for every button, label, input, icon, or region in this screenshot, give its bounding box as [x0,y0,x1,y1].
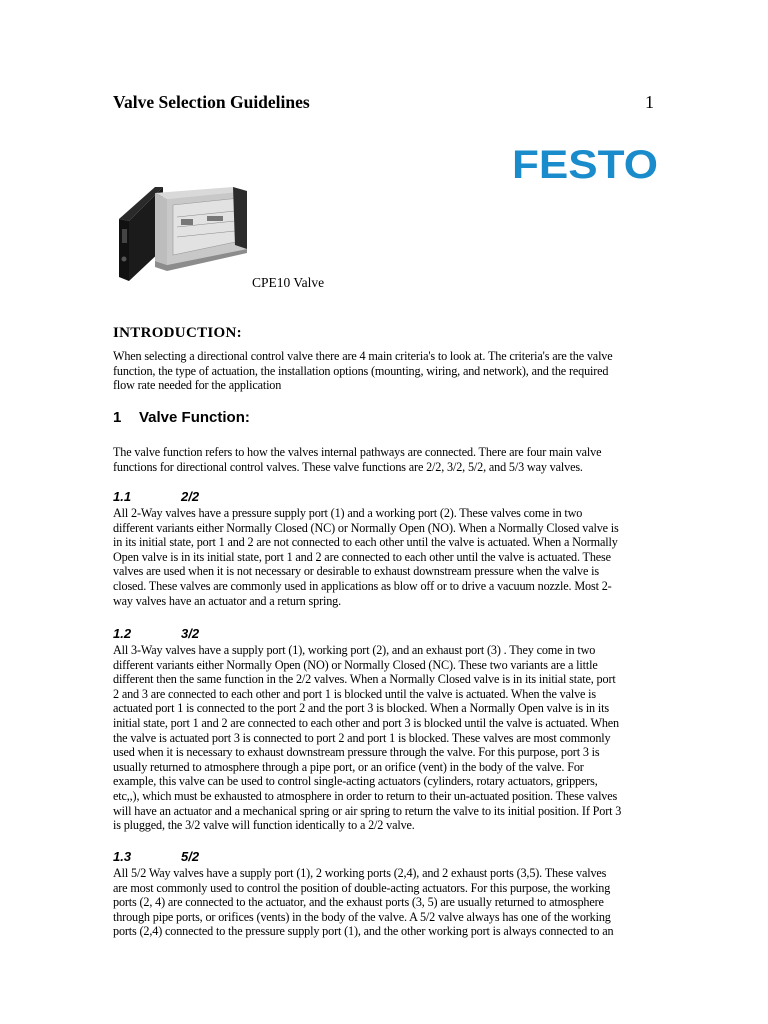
paragraph-line: way valves have an actuator and a return spring. [113,593,341,608]
subsection-heading-2-2 [113,489,199,504]
paragraph-line: used when it is necessary to exhaust downstream pressure through the valve. For this purpose, port 3 is [113,745,600,760]
page-number: 1 [645,92,654,112]
subsection-heading-5-2 [113,849,199,864]
section-title: Valve Function: [139,409,250,426]
subsection-5-2-paragraph [113,866,613,939]
section-heading-valve-function [113,409,250,426]
valve-function-paragraph [113,445,601,474]
paragraph-line: actuated port 1 is connected to the port 2 and the port 3 is blocked. When a Normally Open valve is in its [113,701,609,716]
document-title: Valve Selection Guidelines [113,92,310,112]
introduction-heading: INTRODUCTION: [113,325,242,341]
subsection-title: 3/2 [181,626,200,641]
paragraph-line: the valve is actuated port 3 is connected to port 2 and port 1 is blocked. These valves are most commonly [113,730,611,745]
subsection-heading-3-2 [113,626,199,641]
paragraph-line: valves are used when it is not necessary or desirable to exhaust downstream pressure when the valve is [113,564,599,579]
paragraph-line: flow rate needed for the application [113,378,282,393]
paragraph-line: in its initial state, port 1 and 2 are not connected to each other until the valve is actuated. When a Normally [113,535,618,550]
subsection-number: 1.3 [113,849,132,864]
section-number: 1 [113,409,122,426]
paragraph-line: example, this valve can be used to control single-acting actuators (cylinders, rotary actuators, grippers, [113,774,598,789]
paragraph-line: initial state, port 1 and 2 are connected to each other and port 3 is blocked until the valve is actuated. When [113,715,619,730]
paragraph-line: usually returned to atmosphere through a pipe port, or an orifice (vent) in the body of the valve. For [113,759,584,774]
paragraph-line: All 2-Way valves have a pressure supply port (1) and a working port (2). These valves come in two [113,506,583,520]
paragraph-line: Open valve is in its initial state, port 1 and 2 are connected to each other until the valve is actuated. These [113,549,611,564]
subsection-3-2-paragraph [113,643,621,833]
subsection-title: 2/2 [181,489,200,504]
subsection-title: 5/2 [181,849,200,864]
subsection-number: 1.2 [113,626,132,641]
subsection-number: 1.1 [113,489,132,504]
paragraph-line: When selecting a directional control valve there are 4 main criteria's to look at. The criteria's are the valve [113,349,613,363]
paragraph-line: ports (2, 4) are connected to the actuator, and the exhaust ports (3, 5) are usually returned to atmosphere [113,895,604,910]
paragraph-line: will have an actuator and a mechanical spring or air spring to return the valve to its initial position. If Port 3 [113,803,622,818]
paragraph-line: different variants either Normally Open (NO) or Normally Closed (NC). These two variants are a little [113,657,598,672]
festo-logo-text: FESTO [512,145,658,181]
paragraph-line: functions for directional control valves. These valve functions are 2/2, 3/2, 5/2, and 5/3 way valves. [113,459,583,474]
introduction-paragraph [113,349,613,393]
paragraph-line: 2 and 3 are connected to each other and port 1 is blocked until the valve is actuated. When the valve is [113,686,597,701]
festo-logo [512,145,658,181]
paragraph-line: are most commonly used to control the position of double-acting actuators. For this purpose, the working [113,880,611,895]
paragraph-line: All 5/2 Way valves have a supply port (1), 2 working ports (2,4), and 2 exhaust ports (3,5). These valves [113,866,607,880]
paragraph-line: The valve function refers to how the valves internal pathways are connected. There are four main valve [113,445,602,459]
valve-photo [115,179,252,285]
paragraph-line: etc,,), which must be exhausted to atmosphere in order to return to their un-actuated position. These valves [113,788,618,803]
paragraph-line: function, the type of actuation, the installation options (mounting, wiring, and network), and the required [113,363,609,378]
paragraph-line: is plugged, the 3/2 valve will function identically to a 2/2 valve. [113,818,415,833]
subsection-2-2-paragraph [113,506,619,608]
paragraph-line: different then the same function in the 2/2 valves. When a Normally Closed valve is in its initial state, port [113,672,616,687]
paragraph-line: ports (2,4) connected to the pressure supply port (1), and the other working port is always connected to an [113,924,614,939]
paragraph-line: different variants either Normally Closed (NC) or Normally Open (NO). When a Normally Closed valve is [113,520,619,535]
paragraph-line: All 3-Way valves have a supply port (1), working port (2), and an exhaust port (3) . They come in two [113,643,596,657]
paragraph-line: through pipe ports, or orifices (vents) in the body of the valve. A 5/2 valve always has one of the working [113,909,611,924]
paragraph-line: closed. These valves are commonly used in applications as blow off or to drive a vacuum nozzle. Most 2- [113,578,612,593]
figure-caption: CPE10 Valve [252,275,325,290]
